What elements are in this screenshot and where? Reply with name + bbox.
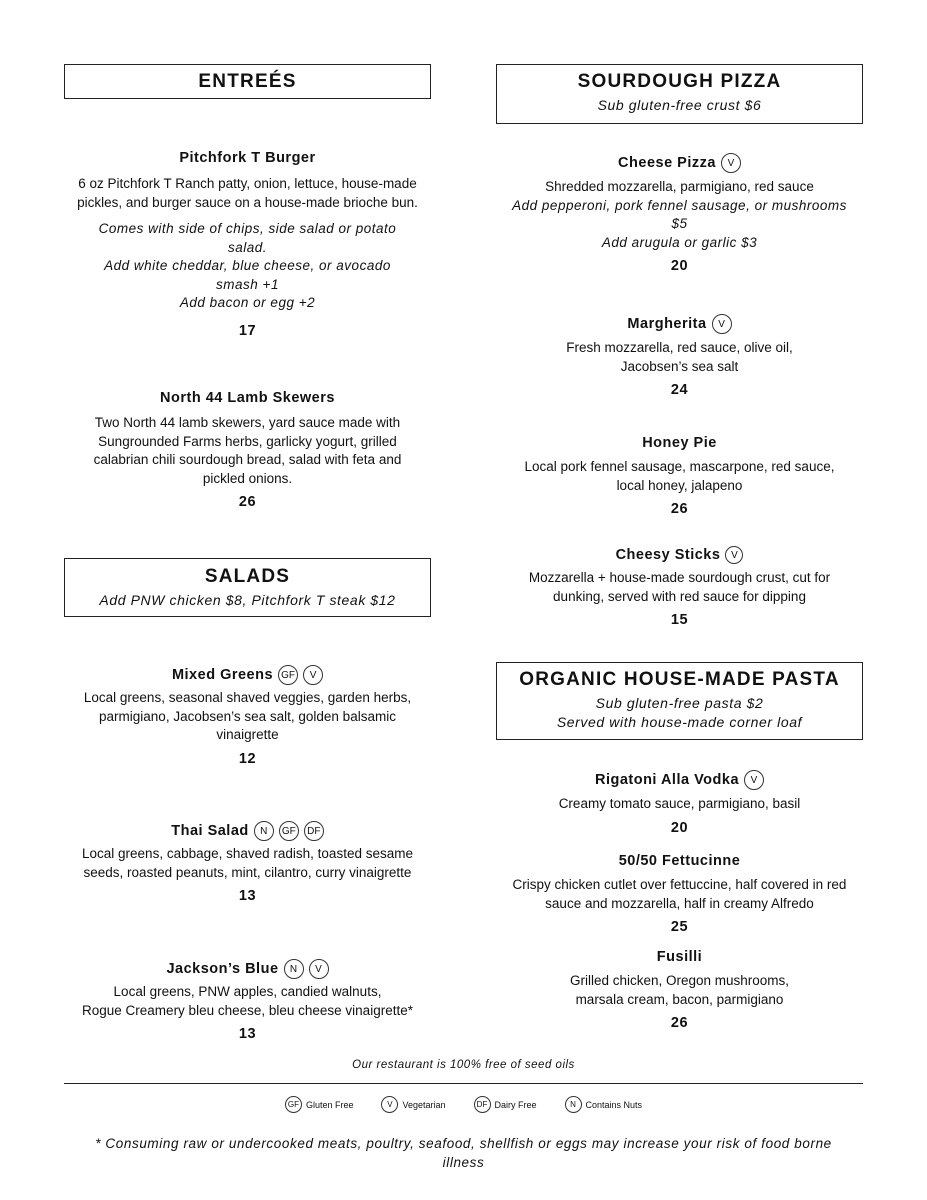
gluten-free-badge: GF	[279, 821, 299, 841]
item-description: Local greens, cabbage, shaved radish, toasted sesame seeds, roasted peanuts, mint, cilantro, curry vinaigrette	[82, 846, 413, 880]
item-price: 25	[670, 919, 689, 935]
menu-item	[64, 959, 431, 1042]
vegetarian-badge: V	[744, 770, 764, 790]
item-price: 26	[670, 501, 689, 517]
seed-oil-note: Our restaurant is 100% free of seed oils	[352, 1059, 575, 1071]
pizza-header	[496, 64, 863, 124]
item-price: 17	[238, 322, 257, 339]
item-name: Margherita V	[627, 314, 731, 334]
contains-nuts-badge: N	[254, 821, 274, 841]
item-price: 15	[670, 612, 689, 628]
menu-item	[64, 389, 431, 510]
legend-vegetarian: V Vegetarian	[381, 1096, 445, 1113]
item-description: Shredded mozzarella, parmigiano, red sauce	[545, 179, 814, 194]
item-price: 13	[238, 1026, 257, 1042]
menu-item	[496, 314, 863, 398]
item-price: 20	[670, 258, 689, 274]
dietary-legend	[0, 1096, 927, 1113]
vegetarian-badge: V	[712, 314, 732, 334]
entrees-title: ENTREÉS	[198, 71, 297, 92]
item-description: Local greens, PNW apples, candied walnuts, Rogue Creamery bleu cheese, bleu cheese vinaigrette*	[82, 984, 413, 1018]
item-description: Fresh mozzarella, red sauce, olive oil, Jacobsen’s sea salt	[566, 340, 793, 374]
item-price: 24	[670, 382, 689, 398]
menu-item	[496, 852, 863, 935]
vegetarian-badge: V	[721, 153, 741, 173]
item-name: Pitchfork T Burger	[179, 150, 316, 166]
item-description: Creamy tomato sauce, parmigiano, basil	[558, 796, 801, 811]
item-notes: Comes with side of chips, side salad or potato salad. Add white cheddar, blue cheese, or avocado smash +1 Add bacon or egg +2	[98, 221, 397, 310]
pizza-subtitle: Sub gluten-free crust $6	[597, 97, 762, 113]
item-description: Local pork fennel sausage, mascarpone, red sauce, local honey, jalapeno	[524, 459, 835, 493]
item-name: Thai Salad N GF DF	[171, 821, 324, 841]
legend-dairy-free: DF Dairy Free	[474, 1096, 537, 1113]
item-name: Jackson’s Blue N V	[166, 959, 328, 979]
salads-subtitle: Add PNW chicken $8, Pitchfork T steak $12	[99, 592, 396, 608]
left-column	[64, 64, 431, 1042]
vegetarian-badge: V	[309, 959, 329, 979]
item-description: Local greens, seasonal shaved veggies, garden herbs, parmigiano, Jacobsen’s sea salt, golden balsamic vinaigrette	[83, 690, 412, 742]
salads-title: SALADS	[204, 566, 291, 587]
item-price: 26	[238, 494, 257, 510]
contains-nuts-badge: N	[284, 959, 304, 979]
salads-header	[64, 558, 431, 617]
pasta-subtitle-gf: Sub gluten-free pasta $2	[595, 695, 764, 711]
item-name: 50/50 Fettucinne	[618, 853, 741, 869]
gluten-free-badge: GF	[278, 665, 298, 685]
menu-item	[64, 665, 431, 767]
dairy-free-badge: DF	[304, 821, 324, 841]
menu-item	[64, 821, 431, 904]
item-description: Mozzarella + house-made sourdough crust, cut for dunking, served with red sauce for dipping	[528, 570, 831, 604]
food-safety-disclaimer: * Consuming raw or undercooked meats, poultry, seafood, shellfish or eggs may increase your risk of food borne illness	[95, 1136, 832, 1170]
item-description: Two North 44 lamb skewers, yard sauce made with Sungrounded Farms herbs, garlicky yogurt, grilled calabrian chili sourdough bread, salad with feta and pickled onions.	[93, 415, 402, 486]
vegetarian-badge: V	[725, 546, 743, 564]
contains-nuts-badge: N	[565, 1096, 582, 1113]
pasta-header	[496, 662, 863, 740]
entrees-header	[64, 64, 431, 99]
vegetarian-badge: V	[381, 1096, 398, 1113]
legend-contains-nuts: N Contains Nuts	[565, 1096, 643, 1113]
item-name: Honey Pie	[642, 435, 717, 451]
menu-item	[496, 770, 863, 836]
pizza-title: SOURDOUGH PIZZA	[577, 71, 782, 92]
item-price: 13	[238, 888, 257, 904]
item-name: North 44 Lamb Skewers	[160, 390, 335, 406]
gluten-free-badge: GF	[285, 1096, 302, 1113]
pasta-title: ORGANIC HOUSE-MADE PASTA	[519, 669, 840, 690]
item-name: Fusilli	[656, 949, 703, 965]
item-name: Mixed Greens GF V	[172, 665, 323, 685]
vegetarian-badge: V	[303, 665, 323, 685]
item-name: Rigatoni Alla Vodka V	[595, 770, 764, 790]
footer-divider	[64, 1083, 863, 1084]
pasta-subtitle-loaf: Served with house-made corner loaf	[556, 714, 803, 730]
item-description: Crispy chicken cutlet over fettuccine, half covered in red sauce and mozzarella, half in creamy Alfredo	[512, 877, 847, 911]
menu-item	[496, 434, 863, 517]
dairy-free-badge: DF	[474, 1096, 491, 1113]
item-price: 26	[670, 1015, 689, 1031]
menu-item	[496, 153, 863, 274]
menu-item	[496, 546, 863, 628]
right-column	[496, 64, 863, 1031]
item-price: 12	[238, 750, 257, 767]
item-description: 6 oz Pitchfork T Ranch patty, onion, lettuce, house-made pickles, and burger sauce on a house-made brioche bun.	[77, 176, 418, 210]
item-name: Cheese Pizza V	[618, 153, 741, 173]
legend-gluten-free: GF Gluten Free	[285, 1096, 354, 1113]
menu-item	[496, 948, 863, 1031]
item-description: Grilled chicken, Oregon mushrooms, marsala cream, bacon, parmigiano	[569, 973, 790, 1007]
item-name: Cheesy Sticks V	[616, 546, 744, 564]
item-price: 20	[670, 819, 689, 836]
item-notes: Add pepperoni, pork fennel sausage, or mushrooms $5 Add arugula or garlic $3	[512, 197, 847, 250]
menu-item	[64, 149, 431, 339]
